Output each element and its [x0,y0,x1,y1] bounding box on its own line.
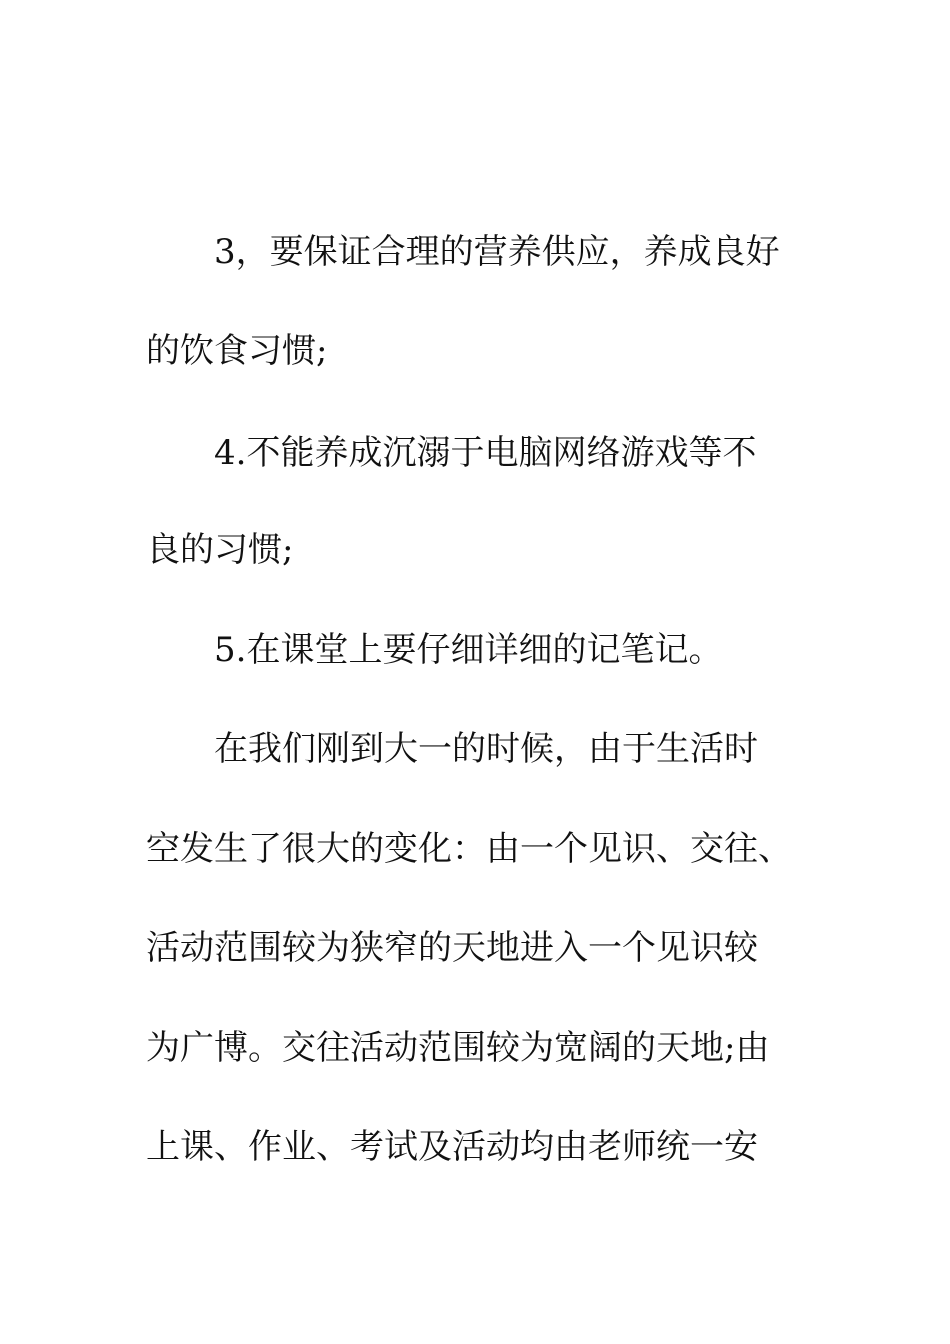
text-line: 活动范围较为狭窄的天地进入一个见识较 [146,928,758,968]
text-line: 的饮食习惯; [146,331,328,371]
text-line: 良的习惯; [146,530,294,570]
text-line: 在我们刚到大一的时候，由于生活时 [214,729,758,769]
text-line: 4.不能养成沉溺于电脑网络游戏等不 [214,433,757,473]
text-line: 空发生了很大的变化：由一个见识、交往、 [146,829,792,869]
text-line: 上课、作业、考试及活动均由老师统一安 [146,1127,758,1167]
text-line: 3，要保证合理的营养供应，养成良好 [214,232,780,272]
text-line: 5.在课堂上要仔细详细的记笔记。 [214,630,723,670]
text-line: 为广博。交往活动范围较为宽阔的天地;由 [146,1028,770,1068]
